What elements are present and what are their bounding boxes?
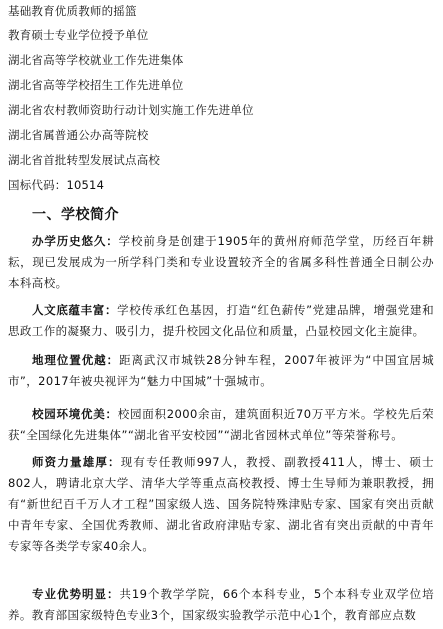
national-code-line: 国标代码：10514 xyxy=(8,178,105,192)
honor-line-1: 基础教育优质教师的摇篮 xyxy=(8,4,137,18)
paragraph-history xyxy=(8,231,434,294)
section-heading-school-intro: 一、学校简介 xyxy=(32,207,119,223)
paragraph-history-lead: 办学历史悠久： xyxy=(32,234,119,248)
paragraph-faculty-text: 现有专任教师997人，教授、副教授411人，博士、硕士802人，聘请北京大学、清华大学等重点高校教授、博士生导师为兼职教授，拥有“新世纪百千万人才工程”国家级人选、国务院特殊津贴专家、国家有突出贡献中青年专家、全国优秀教师、湖北省政府津贴专家、湖北省有突出贡献的中青年专家等各类学专家40余人。 xyxy=(8,455,434,553)
paragraph-majors-text: 共19个教学学院，66个本科专业，5个本科专业双学位培养。教育部国家级特色专业3个，国家级实验教学示范中心1个，教育部应点数 xyxy=(8,587,434,622)
honor-line-6: 湖北省属普通公办高等院校 xyxy=(8,128,149,142)
paragraph-location-lead: 地理位置优越： xyxy=(32,353,120,367)
paragraph-history-text: 学校前身是创建于1905年的黄州府师范学堂，历经百年耕耘，现已发展成为一所学科门类和专业设置较齐全的省属多科性普通全日制公办本科高校。 xyxy=(8,234,434,290)
paragraph-majors xyxy=(8,584,434,626)
paragraph-culture-lead: 人文底蕴丰富： xyxy=(32,303,118,317)
paragraph-location xyxy=(8,350,434,392)
paragraph-majors-lead: 专业优势明显： xyxy=(32,587,120,601)
honor-line-5: 湖北省农村教师资助行动计划实施工作先进单位 xyxy=(8,103,254,117)
honor-line-4: 湖北省高等学校招生工作先进单位 xyxy=(8,78,184,92)
paragraph-campus xyxy=(8,404,434,446)
honor-line-7: 湖北省首批转型发展试点高校 xyxy=(8,153,161,167)
paragraph-culture-text: 学校传承红色基因，打造“红色薪传”党建品牌，增强党建和思政工作的凝聚力、吸引力，提升校园文化品位和质量，凸显校园文化主旋律。 xyxy=(8,303,434,338)
paragraph-faculty xyxy=(8,452,434,557)
honor-line-2: 教育硕士专业学位授予单位 xyxy=(8,28,149,42)
honor-line-3: 湖北省高等学校就业工作先进集体 xyxy=(8,53,184,67)
paragraph-location-text: 距离武汉市城铁28分钟车程，2007年被评为“中国宜居城市”，2017年被央视评为“魅力中国城”十强城市。 xyxy=(8,353,434,388)
paragraph-campus-lead: 校园环境优美： xyxy=(32,407,118,421)
paragraph-faculty-lead: 师资力量雄厚： xyxy=(32,455,121,469)
paragraph-culture xyxy=(8,300,434,342)
paragraph-campus-text: 校园面积2000余亩，建筑面积近70万平方米。学校先后荣获“全国绿化先进集体”“湖北省平安校园”“湖北省园林式单位”等荣誉称号。 xyxy=(8,407,434,442)
